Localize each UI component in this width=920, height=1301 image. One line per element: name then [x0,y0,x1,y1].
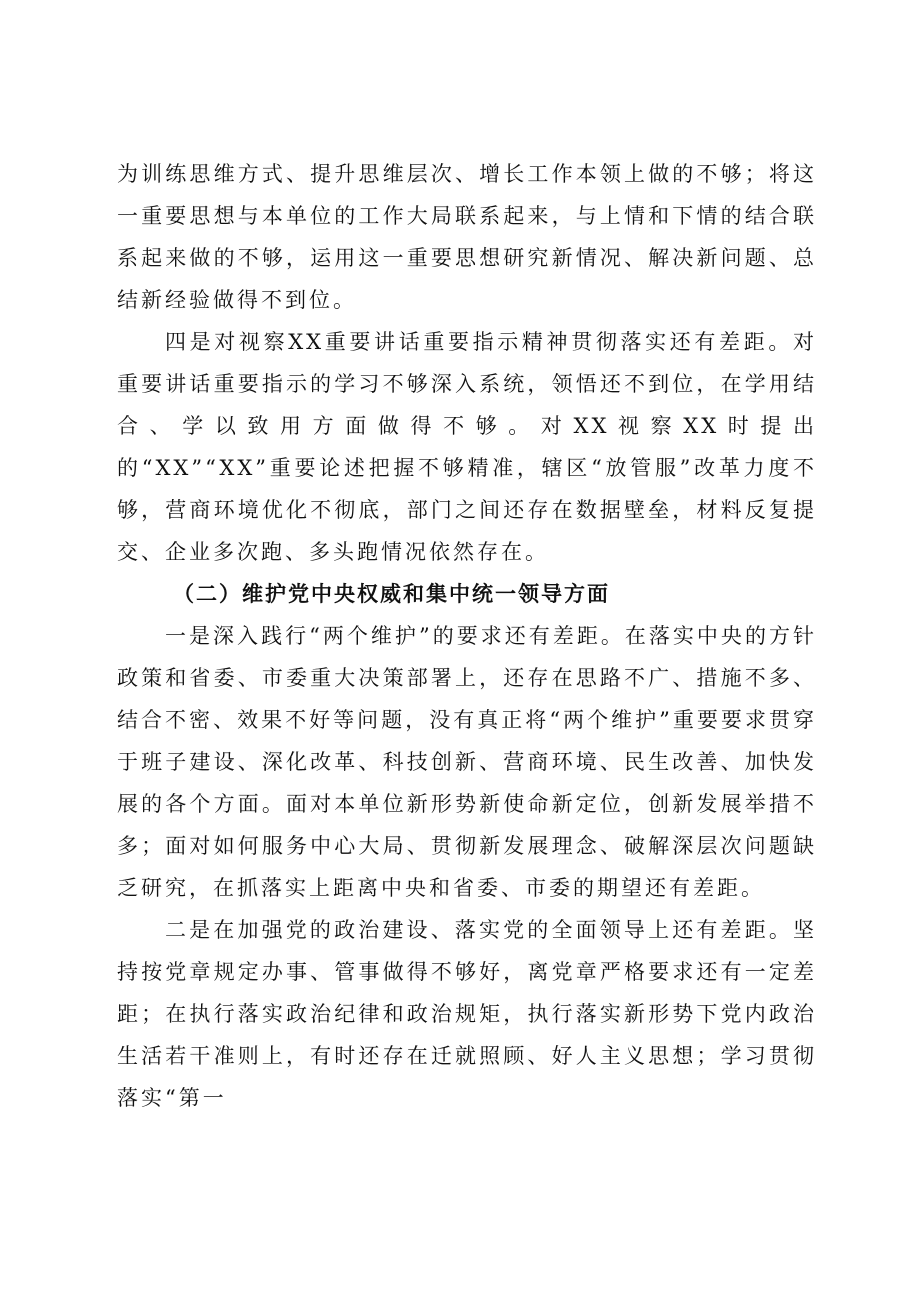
paragraph-point-one: 一是深入践行“两个维护”的要求还有差距。在落实中央的方针政策和省委、市委重大决策部署上，还存在思路不广、措施不多、结合不密、效果不好等问题，没有真正将“两个维护”重要要求贯穿于班子建设、深化改革、科技创新、营商环境、民生改善、加快发展的各个方面。面对本单位新形势新使命新定位，创新发展举措不多；面对如何服务中心大局、贯彻新发展理念、破解深层次问题缺乏研究，在抓落实上距离中央和省委、市委的期望还有差距。 [117,624,817,900]
document-page [117,153,817,1119]
section-heading-two: （二）维护党中央权威和集中统一领导方面 [173,582,610,606]
paragraph-point-two: 二是在加强党的政治建设、落实党的全面领导上还有差距。坚持按党章规定办事、管事做得不够好，离党章严格要求还有一定差距；在执行落实政治纪律和政治规矩，执行落实新形势下党内政治生活若干准则上，有时还存在迁就照顾、好人主义思想；学习贯彻落实“第一 [117,918,817,1110]
paragraph-point-four: 四是对视察XX重要讲话重要指示精神贯彻落实还有差距。对重要讲话重要指示的学习不够深入系统，领悟还不到位，在学用结合、学以致用方面做得不够。对XX视察XX时提出的“XX”“XX”重要论述把握不够精准，辖区“放管服”改革力度不够，营商环境优化不彻底，部门之间还存在数据壁垒，材料反复提交、企业多次跑、多头跑情况依然存在。 [117,330,817,564]
paragraph-continuation: 为训练思维方式、提升思维层次、增长工作本领上做的不够；将这一重要思想与本单位的工作大局联系起来，与上情和下情的结合联系起来做的不够，运用这一重要思想研究新情况、解决新问题、总结新经验做得不到位。 [117,162,817,312]
